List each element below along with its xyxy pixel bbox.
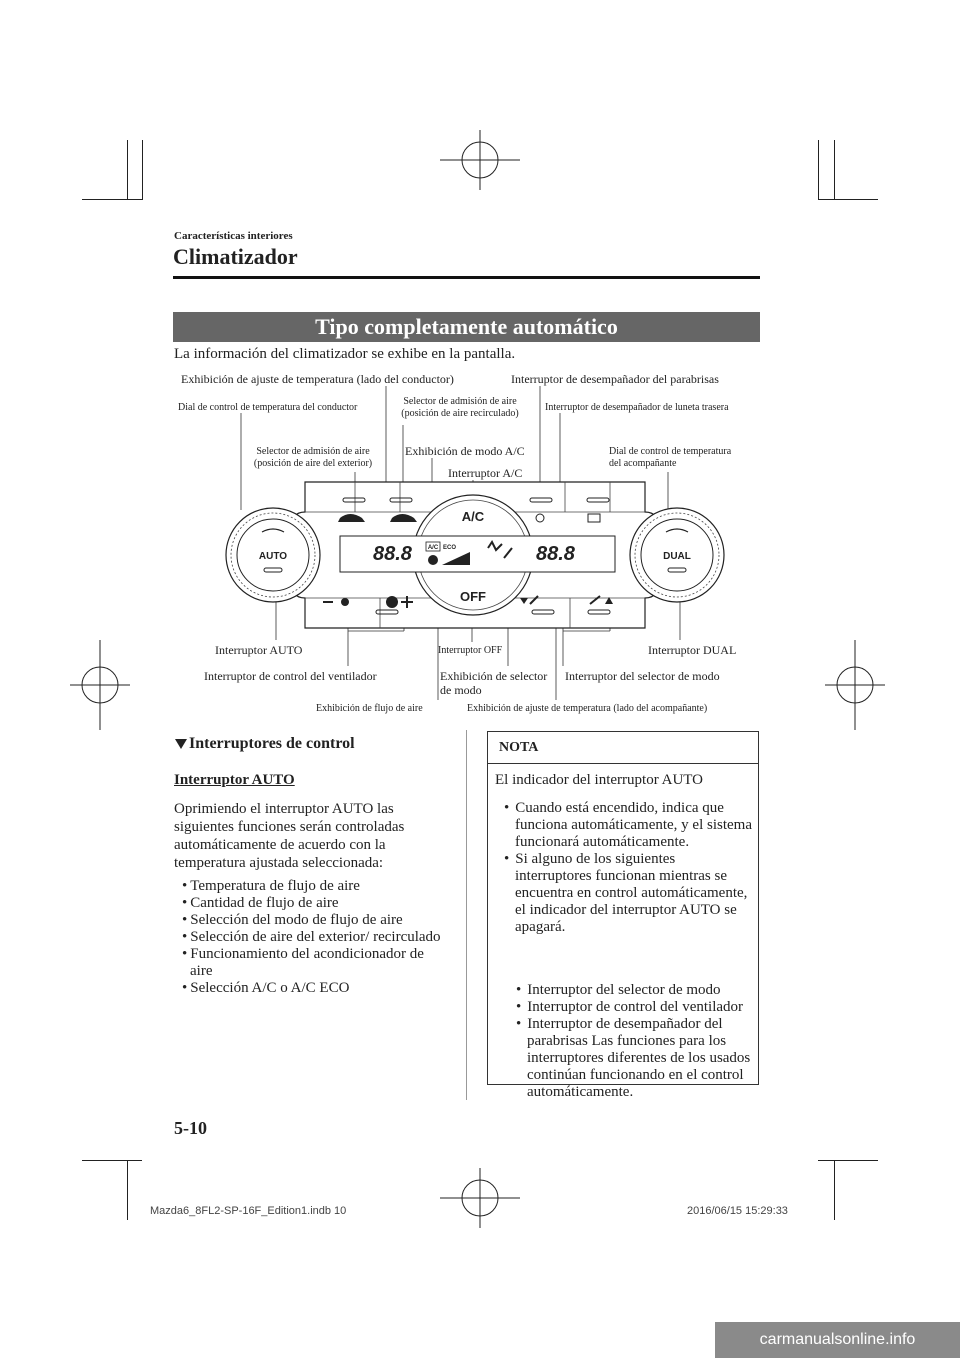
note-lead: El indicador del interruptor AUTO	[495, 772, 704, 788]
crop-mark	[818, 1160, 878, 1161]
title-rule	[173, 276, 760, 279]
note-item: • Si alguno de los siguientes interruptores funcionan mientras se encuentra en control automáticamente, el indicador del interruptor AUTO se apagará.	[504, 851, 754, 936]
crop-mark	[142, 140, 143, 200]
callout-line: Exhibición de selector	[440, 669, 548, 683]
page-number: 5-10	[174, 1118, 207, 1138]
intro-text: La información del climatizador se exhibe en la pantalla.	[174, 346, 516, 362]
column-divider	[466, 730, 467, 1100]
panel-dual-label: DUAL	[663, 551, 691, 562]
callout-line: Selector de admisión de aire	[256, 446, 370, 457]
list-item: • Temperatura de flujo de aire	[180, 878, 450, 895]
panel-auto-label: AUTO	[258, 551, 288, 562]
callout-temp-driver-display: Exhibición de ajuste de temperatura (lado del conductor)	[181, 372, 454, 386]
callout-temp-passenger-display: Exhibición de ajuste de temperatura (lado del acompañante)	[467, 703, 708, 714]
subsection-heading: Interruptor AUTO	[174, 772, 295, 788]
callout-temp-dial-driver: Dial de control de temperatura del conductor	[178, 402, 358, 413]
note-list	[504, 800, 754, 936]
crop-mark	[834, 1160, 835, 1220]
callout-fan-control: Interruptor de control del ventilador	[204, 669, 377, 683]
panel-eco-ac-label: A/C	[427, 545, 439, 551]
registration-mark-right	[825, 640, 885, 730]
callout-off-switch: Interruptor OFF	[438, 645, 503, 656]
crop-mark	[818, 140, 819, 200]
panel-temp-left-display: 88.8	[373, 543, 412, 565]
note-subitem: • Interruptor del selector de modo	[516, 982, 756, 999]
watermark: carmanualsonline.info	[715, 1322, 960, 1358]
note-title: NOTA	[488, 732, 758, 764]
section-kicker: Características interiores	[174, 230, 293, 242]
callout-mode-selector: Interruptor del selector de modo	[565, 669, 720, 683]
panel-ac-label: A/C	[461, 509, 485, 524]
callout-line: (posición de aire del exterior)	[253, 458, 373, 469]
section-heading: Interruptores de control	[189, 735, 355, 752]
list-item: • Selección del modo de flujo de aire	[180, 912, 450, 929]
callout-air-intake-outside	[241, 446, 385, 470]
callout-dual-switch: Interruptor DUAL	[648, 643, 737, 657]
callout-line: (posición de aire recirculado)	[401, 408, 519, 419]
panel-off-label: OFF	[460, 589, 486, 604]
crop-mark	[127, 140, 128, 200]
note-item: • Cuando está encendido, indica que funciona automáticamente, y el sistema funcionará automáticamente.	[504, 800, 754, 851]
callout-mode-display	[440, 669, 547, 697]
crop-mark	[82, 1160, 142, 1161]
callout-ac-switch: Interruptor A/C	[448, 466, 523, 480]
callout-line: Selector de admisión de aire	[403, 396, 517, 407]
callout-temp-dial-passenger	[609, 446, 731, 470]
footer-file: Mazda6_8FL2-SP-16F_Edition1.indb 10	[150, 1205, 347, 1217]
crop-mark	[818, 199, 878, 200]
climate-panel-diagram	[220, 472, 730, 637]
list-item: • Cantidad de flujo de aire	[180, 895, 450, 912]
note-subitem: • Interruptor de control del ventilador	[516, 999, 756, 1016]
footer-timestamp: 2016/06/15 15:29:33	[687, 1205, 788, 1217]
panel-eco-label: ECO	[443, 545, 457, 551]
list-item: • Selección de aire del exterior/ recirculado	[180, 929, 450, 946]
callout-line: de modo	[440, 683, 482, 697]
callout-air-intake-recirc	[386, 396, 534, 420]
crop-mark	[127, 1160, 128, 1220]
callout-windshield-defrost: Interruptor de desempañador del parabrisas	[511, 372, 719, 386]
list-item: • Funcionamiento del acondicionador de aire	[180, 946, 450, 980]
page-title: Climatizador	[173, 244, 298, 269]
panel-temp-right-display: 88.8	[536, 543, 575, 565]
callout-line: Dial de control de temperatura	[609, 446, 732, 457]
callout-auto-switch: Interruptor AUTO	[215, 643, 303, 657]
callout-ac-mode-display: Exhibición de modo A/C	[405, 444, 525, 458]
crop-mark	[834, 140, 835, 200]
note-box	[487, 731, 759, 1100]
callout-line: del acompañante	[609, 458, 677, 469]
registration-mark-top	[440, 130, 520, 190]
triangle-bullet-icon	[174, 737, 188, 751]
note-sublist	[516, 982, 756, 1101]
callout-rear-defrost: Interruptor de desempañador de luneta trasera	[545, 402, 729, 413]
note-subitem: • Interruptor de desempañador del parabrisas Las funciones para los interruptores diferentes de los usados continúan funcionando en el control automáticamente.	[516, 1016, 756, 1101]
crop-mark	[82, 199, 142, 200]
callout-airflow-display: Exhibición de flujo de aire	[316, 703, 423, 714]
body-paragraph: Oprimiendo el interruptor AUTO las siguientes funciones serán controladas automáticamente de acuerdo con la temperatura ajustada seleccionada:	[174, 801, 405, 871]
section-banner: Tipo completamente automático	[173, 312, 760, 342]
auto-functions-list	[180, 878, 450, 997]
list-item: • Selección A/C o A/C ECO	[180, 980, 450, 997]
registration-mark-left	[70, 640, 130, 730]
registration-mark-bottom	[440, 1168, 520, 1228]
